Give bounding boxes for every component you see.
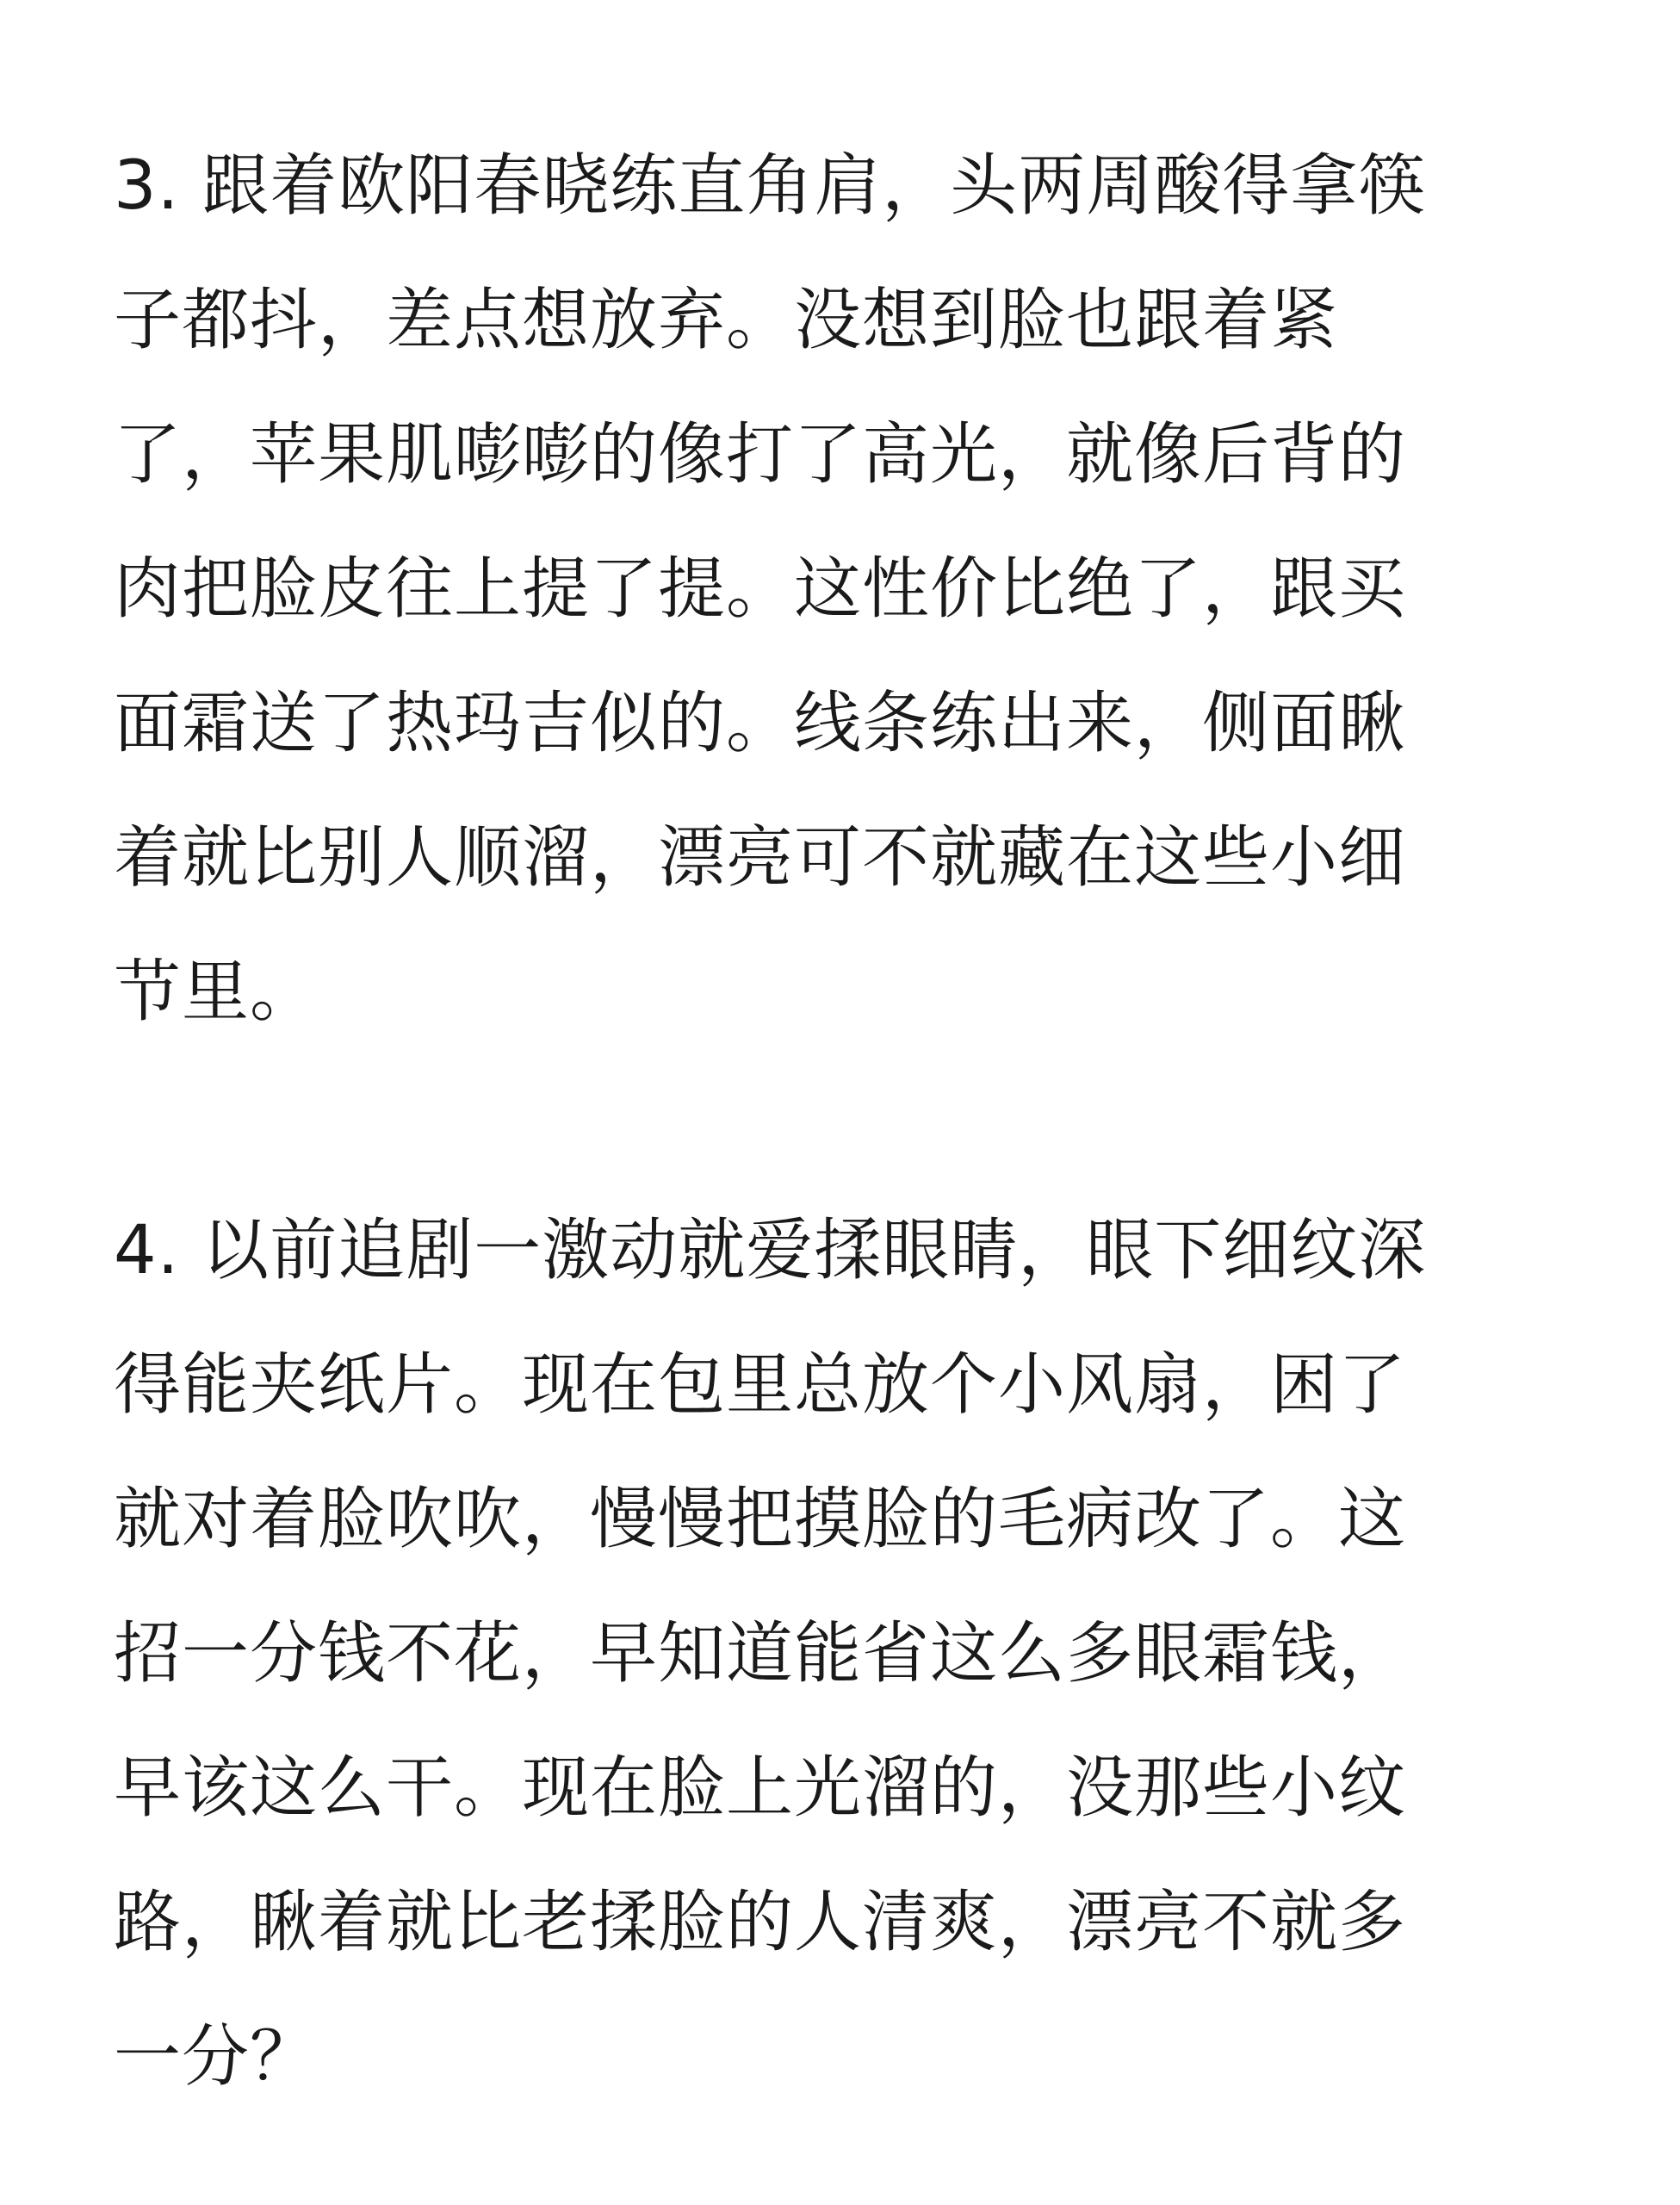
paragraph-line: 就对着脸吹吹，慢慢把摸脸的毛病改了。这 — [114, 1481, 1407, 1558]
paragraph-line: 节里。 — [114, 953, 319, 1031]
paragraph-line: 早该这么干。现在脸上光溜的，没那些小纹 — [114, 1749, 1407, 1827]
paragraph-line: 招一分钱不花，早知道能省这么多眼霜钱， — [114, 1615, 1407, 1693]
paragraph-line: 了，苹果肌嘭嘭的像打了高光，就像后背的 — [114, 416, 1407, 494]
paragraph-line: 面霜送了热玛吉似的。线条练出来，侧面瞅 — [114, 685, 1407, 762]
paragraph-line: 着就比别人顺溜，漂亮可不就藏在这些小细 — [114, 819, 1407, 897]
paragraph-line: 4. 以前追剧一激动就爱揉眼睛，眼下细纹深 — [114, 1212, 1427, 1289]
paragraph-line: 肉把脸皮往上提了提。这性价比绝了，跟买 — [114, 550, 1407, 628]
paragraph-line: 得能夹纸片。现在包里总放个小风扇，困了 — [114, 1346, 1407, 1424]
paragraph-line: 路，瞅着就比老揉脸的人清爽，漂亮不就多 — [114, 1884, 1407, 1961]
paragraph-line: 子都抖，差点想放弃。没想到脸也跟着紧 — [114, 282, 1339, 359]
paragraph-line: 一分？ — [114, 2018, 319, 2096]
paragraph-line: 3. 跟着欧阳春晓练直角肩，头两周酸得拿筷 — [114, 147, 1427, 225]
